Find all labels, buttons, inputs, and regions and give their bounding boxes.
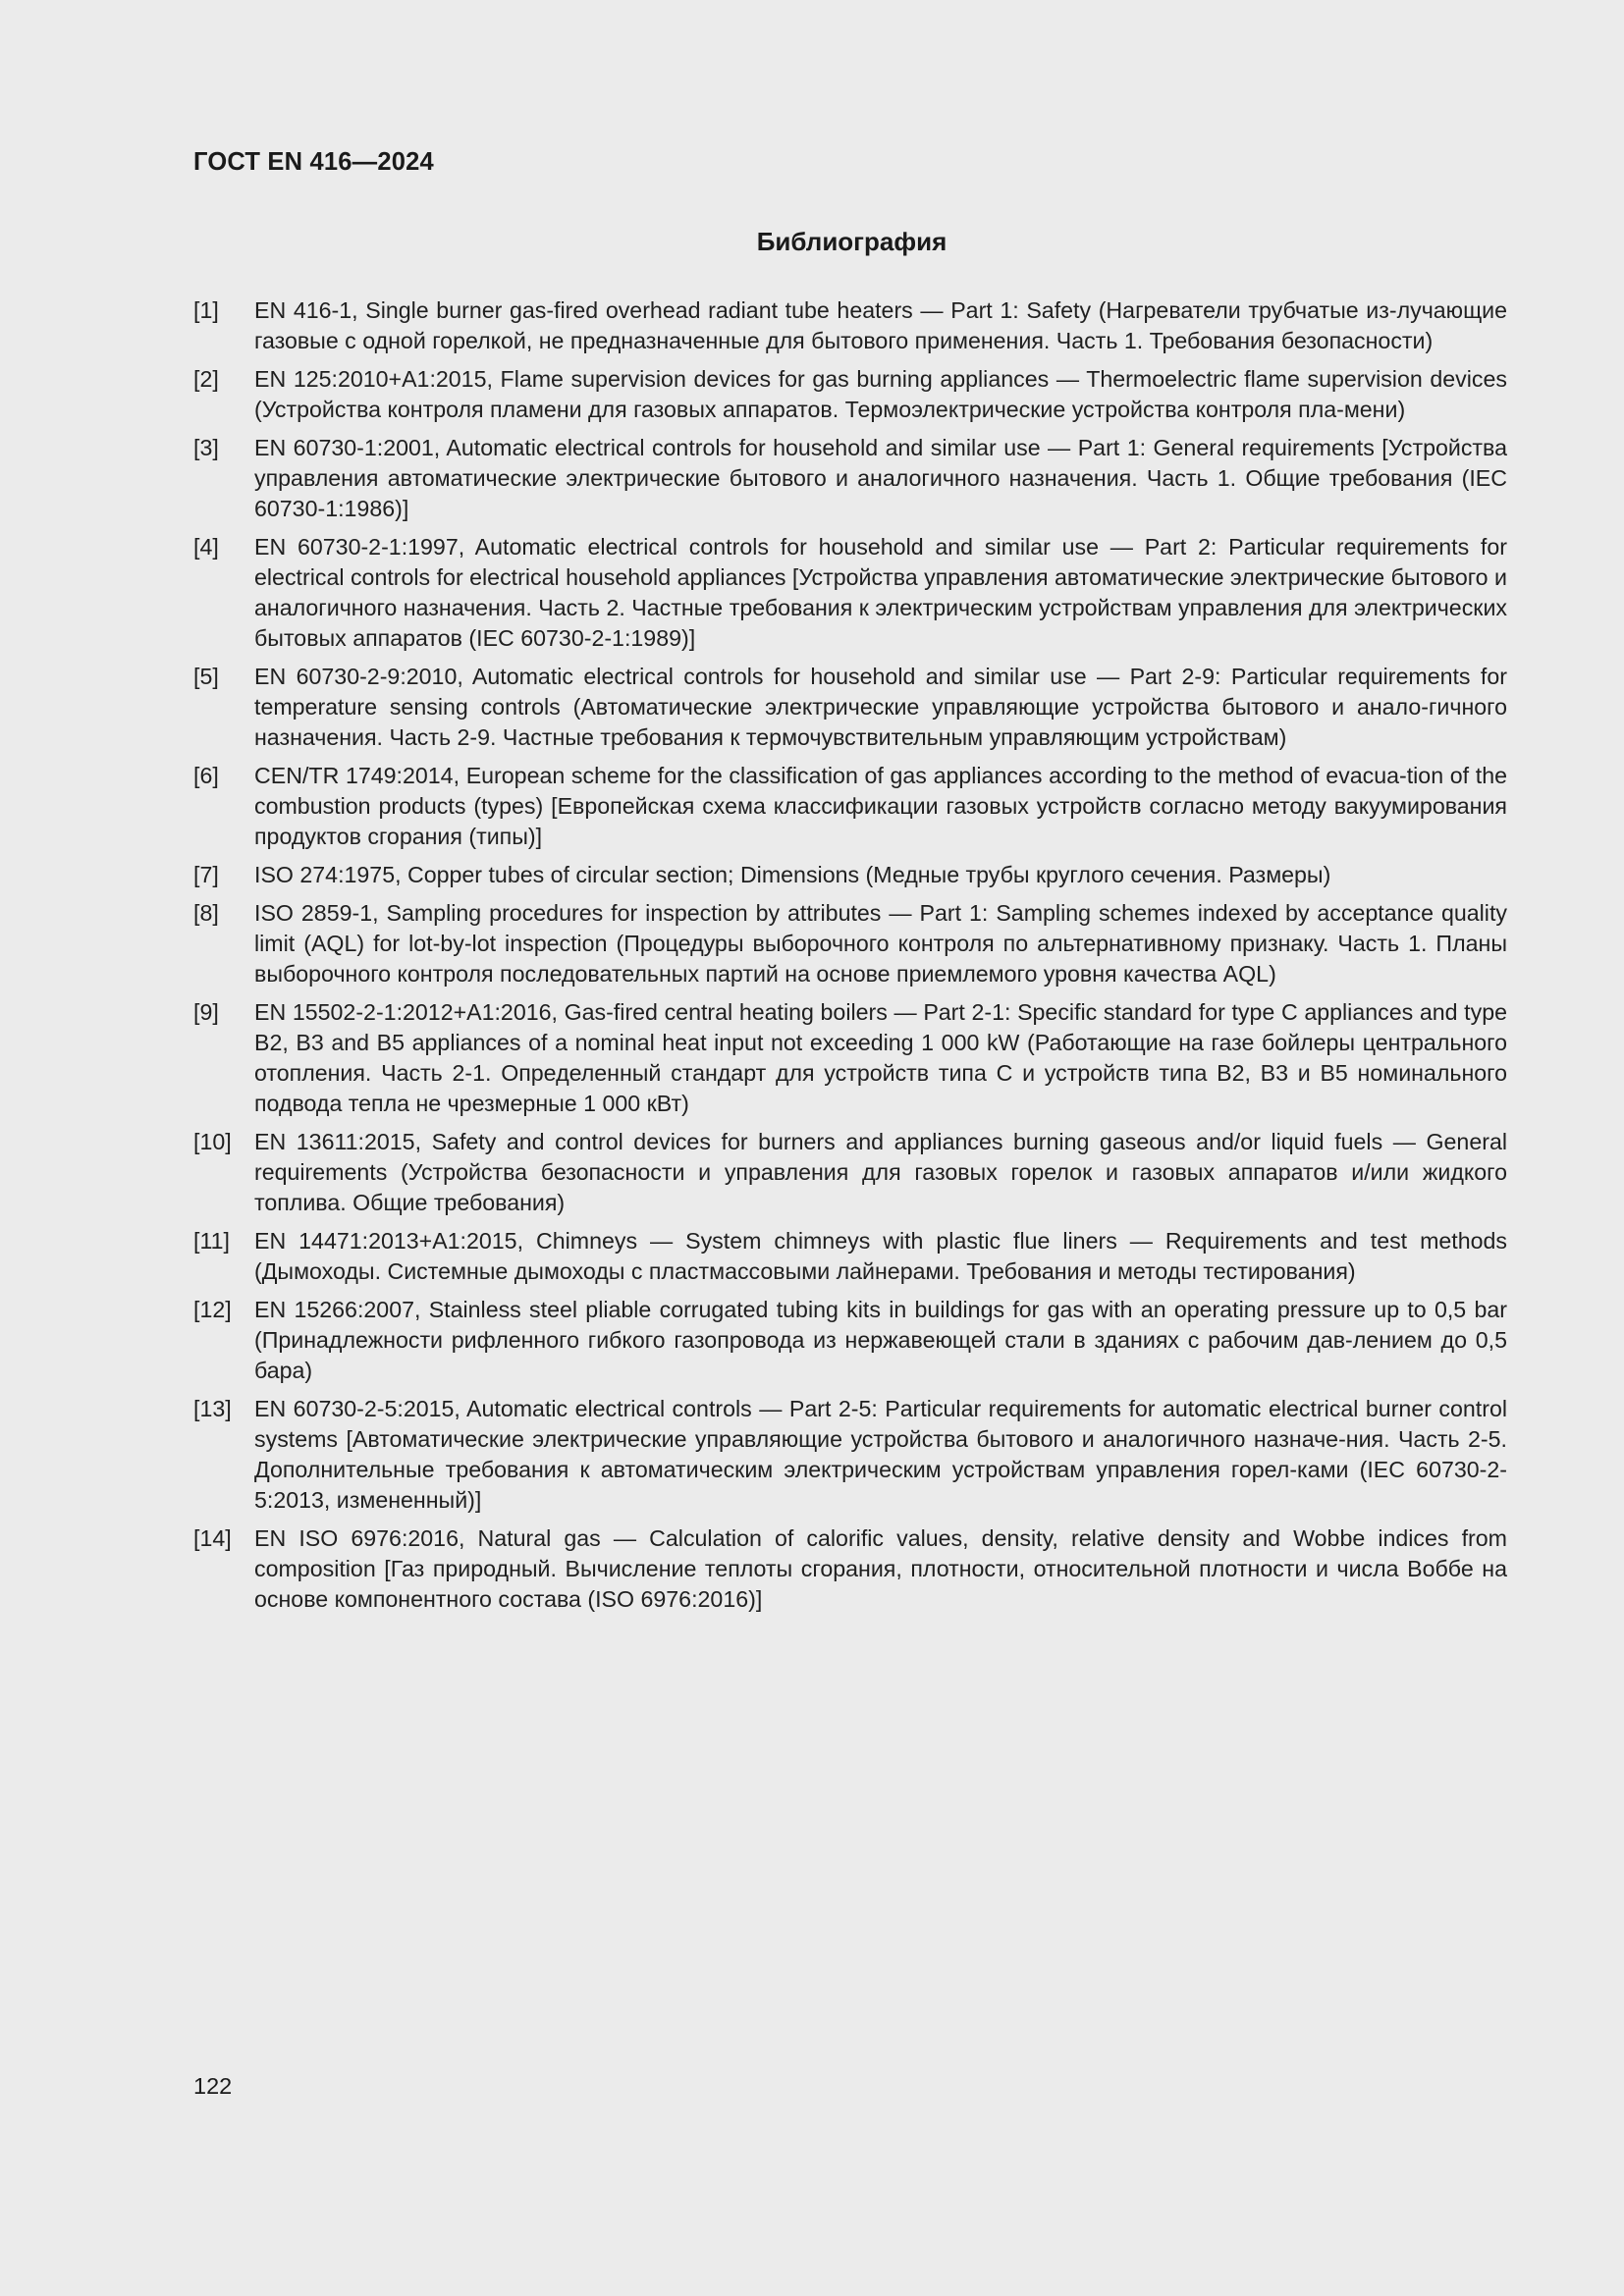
entry-number: [11]: [193, 1228, 230, 1254]
bibliography-entry: [193, 898, 1507, 989]
section-title: Библиография: [756, 227, 947, 256]
entry-text: EN 60730-2-9:2010, Automatic electrical controls for household and similar use — Part 2-9: Particular requirements for temperature sensing controls (Автоматические электрические управляющие устройства бытового и анало-гичного назначения. Часть 2-9. Частные требования к термочувствительным управляющим устройствам): [254, 664, 1507, 750]
entry-number: [1]: [193, 297, 219, 323]
entry-text: EN 125:2010+A1:2015, Flame supervision devices for gas burning appliances — Thermoelectric flame supervision devices (Устройства контроля пламени для газовых аппаратов. Термоэлектрические устройства контроля пла-мени): [254, 366, 1507, 422]
entry-number: [8]: [193, 900, 219, 926]
entry-number: [7]: [193, 862, 219, 887]
bibliography-entry: [193, 1394, 1507, 1516]
bibliography-entry: [193, 364, 1507, 425]
entry-number: [4]: [193, 534, 219, 560]
entry-number: [6]: [193, 763, 219, 788]
bibliography-entry: [193, 295, 1507, 356]
entry-text: EN 13611:2015, Safety and control devices for burners and appliances burning gaseous and/or liquid fuels — General requirements (Устройства безопасности и управления для газовых горелок и газовых аппаратов и/или жидкого топлива. Общие требования): [254, 1129, 1507, 1215]
entry-number: [13]: [193, 1396, 232, 1421]
bibliography-entry: [193, 997, 1507, 1119]
entry-number: [2]: [193, 366, 219, 392]
entry-number: [14]: [193, 1525, 232, 1551]
entry-text: ISO 274:1975, Copper tubes of circular section; Dimensions (Медные трубы круглого сечения. Размеры): [254, 862, 1331, 887]
entry-text: CEN/TR 1749:2014, European scheme for the classification of gas appliances according to the method of evacua-tion of the combustion products (types) [Европейская схема классификации газовых устройств согласно методу вакуумирования продуктов сгорания (типы)]: [254, 763, 1507, 849]
entry-text: EN ISO 6976:2016, Natural gas — Calculation of calorific values, density, relative density and Wobbe indices from composition [Газ природный. Вычисление теплоты сгорания, плотности, относительной плотности и числа Воббе на основе компонентного состава (ISO 6976:2016)]: [254, 1525, 1507, 1612]
entry-number: [5]: [193, 664, 219, 689]
entry-text: EN 60730-2-1:1997, Automatic electrical controls for household and similar use — Part 2: Particular requirements for electrical controls for electrical household appliances [Устройства управления автоматические электрические бытового и аналогичного назначения. Часть 2. Частные требования к электрическим устройствам управления для электрических бытовых аппаратов (IEC 60730-2-1:1989)]: [254, 534, 1507, 651]
bibliography-entry: [193, 1523, 1507, 1615]
entry-text: EN 416-1, Single burner gas-fired overhead radiant tube heaters — Part 1: Safety (Нагреватели трубчатые из-лучающие газовые с одной горелкой, не предназначенные для бытового применения. Часть 1. Требования безопасности): [254, 297, 1507, 353]
bibliography-entry: [193, 662, 1507, 753]
entry-text: EN 14471:2013+A1:2015, Chimneys — System chimneys with plastic flue liners — Requirements and test methods (Дымоходы. Системные дымоходы с пластмассовыми лайнерами. Требования и методы тестирования): [254, 1228, 1507, 1284]
bibliography-list: [193, 295, 1507, 1623]
entry-number: [10]: [193, 1129, 232, 1154]
entry-text: EN 15266:2007, Stainless steel pliable corrugated tubing kits in buildings for gas with an operating pressure up to 0,5 bar (Принадлежности рифленного гибкого газопровода из нержавеющей стали в зданиях с рабочим дав-лением до 0,5 бара): [254, 1297, 1507, 1383]
entry-number: [9]: [193, 999, 219, 1025]
document-header-code: ГОСТ EN 416—2024: [193, 148, 434, 176]
entry-text: EN 60730-1:2001, Automatic electrical controls for household and similar use — Part 1: General requirements [Устройства управления автоматические электрические бытового и аналогичного назначения. Часть 1. Общие требования (IEC 60730-1:1986)]: [254, 435, 1507, 521]
bibliography-entry: [193, 1295, 1507, 1386]
page-number: 122: [193, 2073, 233, 2099]
bibliography-entry: [193, 761, 1507, 852]
bibliography-entry: [193, 1127, 1507, 1218]
bibliography-entry: [193, 860, 1507, 890]
entry-text: EN 15502-2-1:2012+A1:2016, Gas-fired central heating boilers — Part 2-1: Specific standard for type C appliances and type B2, B3 and B5 appliances of a nominal heat input not exceeding 1 000 kW (Работающие на газе бойлеры центрального отопления. Часть 2-1. Определенный стандарт для устройств типа С и устройств типа B2, B3 и B5 номинального подвода тепла не чрезмерные 1 000 кВт): [254, 999, 1507, 1116]
entry-text: ISO 2859-1, Sampling procedures for inspection by attributes — Part 1: Sampling schemes indexed by acceptance quality limit (AQL) for lot-by-lot inspection (Процедуры выборочного контроля по альтернативному признаку. Часть 1. Планы выборочного контроля последовательных партий на основе приемлемого уровня качества AQL): [254, 900, 1507, 987]
entry-text: EN 60730-2-5:2015, Automatic electrical controls — Part 2-5: Particular requirements for automatic electrical burner control systems [Автоматические электрические управляющие устройства бытового и аналогичного назначе-ния. Часть 2-5. Дополнительные требования к автоматическим электрическим устройствам управления горел-ками (IEC 60730-2-5:2013, измененный)]: [254, 1396, 1507, 1513]
entry-number: [12]: [193, 1297, 232, 1322]
bibliography-entry: [193, 1226, 1507, 1287]
bibliography-entry: [193, 532, 1507, 654]
entry-number: [3]: [193, 435, 219, 460]
bibliography-entry: [193, 433, 1507, 524]
